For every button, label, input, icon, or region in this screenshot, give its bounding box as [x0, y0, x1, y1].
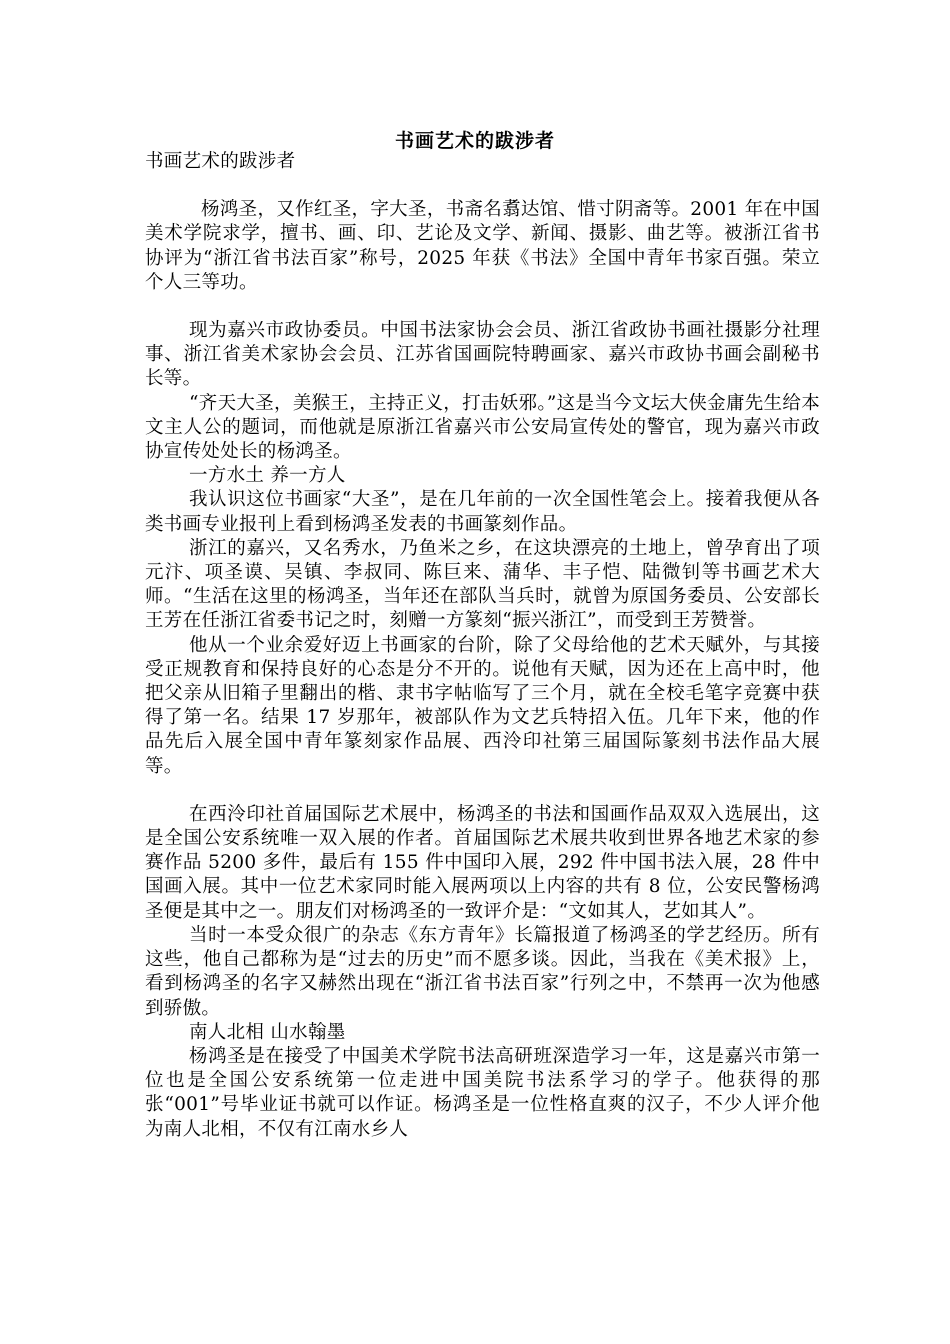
paragraph-academy: 杨鸿圣是在接受了中国美术学院书法高研班深造学习一年，这是嘉兴市第一位也是全国公安系统第一位走进中国美院书法系学习的学子。他获得的那张“001”号毕业证书就可以作证。杨鸿圣是一位性格直爽的汉子，不少人评介他为南人北相，不仅有江南水乡人 [145, 1045, 820, 1140]
section-heading-calligraphy: 南人北相 山水翰墨 [189, 1021, 346, 1043]
paragraph-xiling: 在西泠印社首届国际艺术展中，杨鸿圣的书法和国画作品双双入选展出，这是全国公安系统唯一双入展的作者。首届国际艺术展共收到世界各地艺术家的参赛作品 5200 多件，最后有 155 件中国印入展，292 件中国书法入展，28 件中国画入展。其中一位艺术家同时能入展两项以上内容的共有 8 位，公安民警杨鸿圣便是其中之一。朋友们对杨鸿圣的一致评介是：“文如其人，艺如其人”。 [145, 803, 820, 922]
paragraph-meeting: 我认识这位书画家“大圣”，是在几年前的一次全国性笔会上。接着我便从各类书画专业报刊上看到杨鸿圣发表的书画篆刻作品。 [145, 489, 820, 535]
paragraph-positions: 现为嘉兴市政协委员。中国书法家协会会员、浙江省政协书画社摄影分社理事、浙江省美术家协会会员、江苏省国画院特聘画家、嘉兴市政协书画会副秘书长等。 [145, 320, 820, 390]
document-body [145, 150, 820, 1142]
paragraph-intro: 杨鸿圣，又作红圣，字大圣，书斋名翥达馆、惜寸阴斋等。2001 年在中国美术学院求学，擅书、画、印、艺论及文学、新闻、摄影、曲艺等。被浙江省书协评为“浙江省书法百家”称号，2025 年获《书法》全国中青年书家百强。荣立个人三等功。 [145, 199, 820, 293]
paragraph-jiaxing: 浙江的嘉兴，又名秀水，乃鱼米之乡，在这块漂亮的土地上，曾孕育出了项元汴、项圣谟、吴镇、李叔同、陈巨来、蒲华、丰子恺、陆微钊等书画艺术大师。“生活在这里的杨鸿圣，当年还在部队当兵时，就曾为原国务委员、公安部长王芳在任浙江省委书记之时，刻赠一方篆刻“振兴浙江”，而受到王芳赞誉。 [145, 537, 820, 632]
document-title: 书画艺术的跋涉者 [394, 130, 555, 152]
paragraph-magazine: 当时一本受众很广的杂志《东方青年》长篇报道了杨鸿圣的学艺经历。所有这些，他自己都称为是“过去的历史”而不愿多谈。因此，当我在《美术报》上，看到杨鸿圣的名字又赫然出现在“浙江省书法百家”行列之中，不禁再一次为他感到骄傲。 [145, 924, 820, 1019]
document-subtitle: 书画艺术的跋涉者 [145, 151, 296, 172]
paragraph-inscription: “齐天大圣，美猴王，主持正义，打击妖邪。”这是当今文坛大侠金庸先生给本文主人公的题词，而他就是原浙江省嘉兴市公安局宣传处的警官，现为嘉兴市政协宣传处处长的杨鸿圣。 [145, 392, 820, 463]
paragraph-talent: 他从一个业余爱好迈上书画家的台阶，除了父母给他的艺术天赋外，与其接受正规教育和保持良好的心态是分不开的。说他有天赋，因为还在上高中时，他把父亲从旧箱子里翻出的楷、隶书字帖临写了三个月，就在全校毛笔字竞赛中获得了第一名。结果 17 岁那年，被部队作为文艺兵特招入伍。几年下来，他的作品先后入展全国中青年篆刻家作品展、西泠印社第三届国际篆刻书法作品大展等。 [145, 634, 820, 777]
section-heading-hometown: 一方水土 养一方人 [189, 465, 346, 487]
